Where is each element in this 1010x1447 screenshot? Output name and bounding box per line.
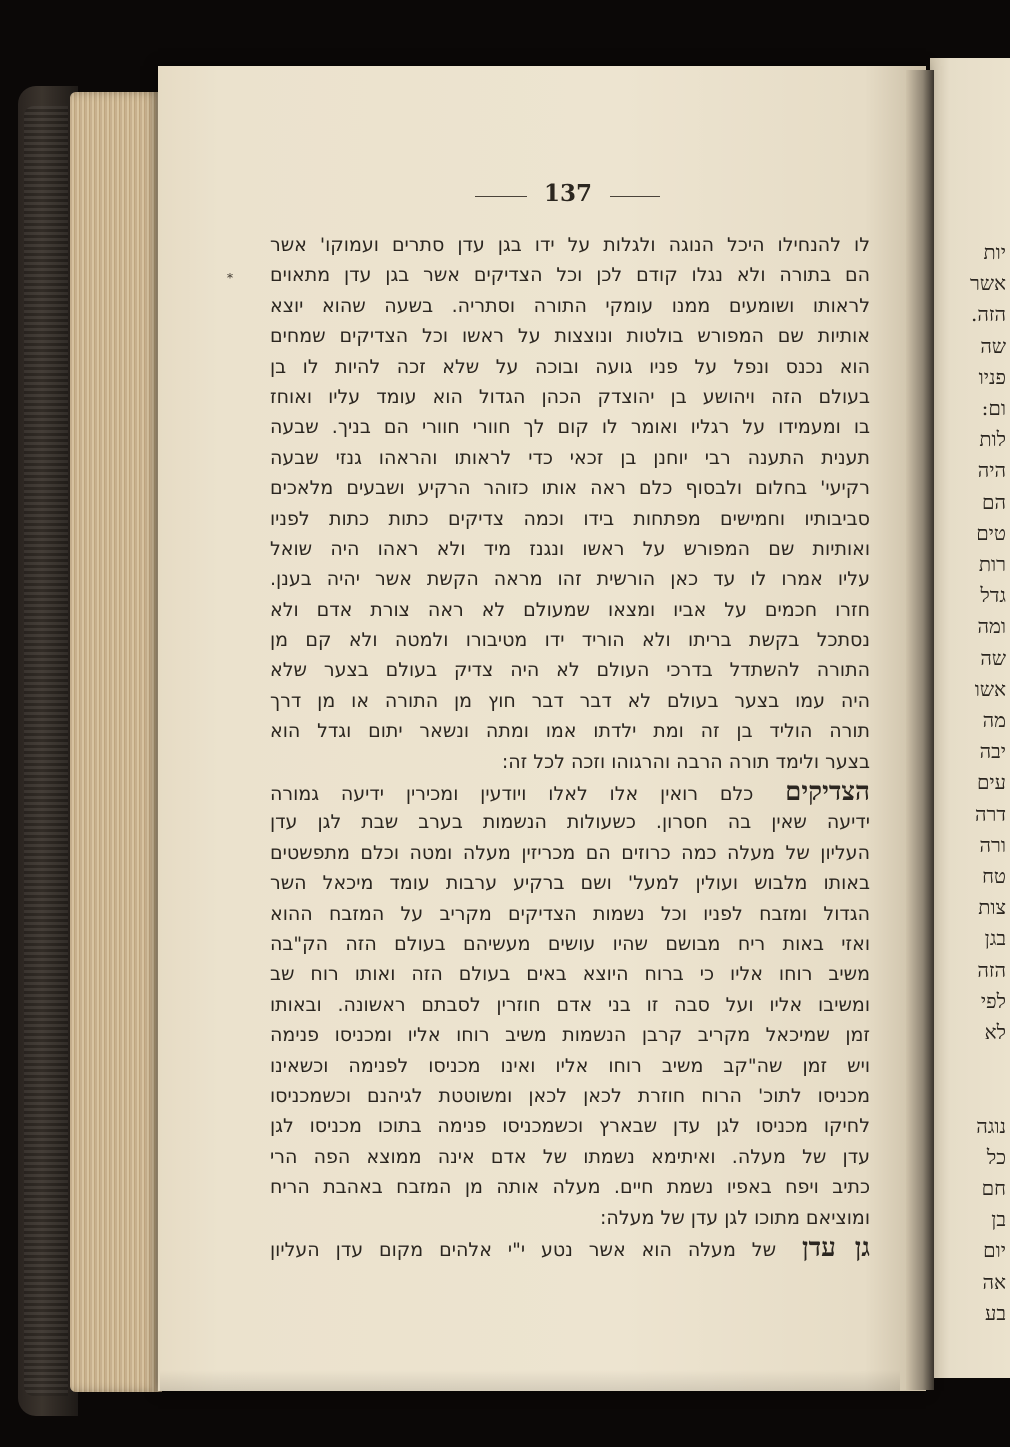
facing-page-fragment: הם [982, 489, 1006, 514]
facing-page-fragment: אשו [974, 676, 1006, 701]
text-line: היה עמו בצער בעולם לא דבר דבר חוץ מן התורה או מן דרך [270, 689, 870, 712]
page-number: 137 [543, 180, 592, 207]
page-shadow [160, 1370, 900, 1400]
facing-page-fragment: בע [985, 1300, 1006, 1325]
facing-page-fragment: שה [980, 645, 1006, 670]
facing-page-fragment: בן [991, 1207, 1006, 1232]
facing-page-fragment: אה [982, 1269, 1006, 1294]
text-line: משיב רוחו אליו כי ברוח היוצא באים בעולם הזה ואותו רוח שב [270, 963, 870, 986]
text-line: תענית התענה רבי יוחנן בן זכאי כדי לראותו והראהו גנזי שבעה [270, 446, 870, 469]
facing-page-fragment: טים [976, 520, 1006, 545]
text-span: כלם רואין אלו לאלו ויודעין ומכירין ידיעה גמורה [270, 783, 754, 806]
facing-page-fragment: אשר [970, 271, 1006, 296]
text-line: רקיעי' בחלום ולבסוף כלם ראה אותו כזוהר הרקיע ושבעים מלאכים [270, 477, 870, 500]
facing-page-fragment: רות [978, 552, 1006, 576]
text-line: הוא נכנס ונפל על פניו גועה ובוכה על שלא זכה להיות לו בן [270, 355, 870, 378]
paragraph-start [270, 1233, 870, 1263]
facing-page-fragment: מה [982, 708, 1006, 732]
book-gutter [906, 70, 934, 1390]
section-lead-word: הצדיקים [785, 777, 870, 808]
facing-page-fragment: ומה [977, 614, 1006, 639]
text-line: כתיב ויפח באפיו נשמת חיים. מעלה אותה מן המזבח באהבת הריח [270, 1176, 870, 1199]
paragraph-start [270, 777, 870, 807]
margin-mark: * [227, 271, 233, 285]
section-lead-word: גן עדן [802, 1232, 871, 1263]
text-line: באותו מלבוש ועולין למעל' ושם ברקיע ערבות עומד מיכאל השר [270, 872, 870, 895]
text-line: מכניסו לתוכ' הרוח חוזרת לכאן לכאן ומשוטטת לגיהנם וכשמכניסו [270, 1084, 870, 1107]
text-line: העליון של מעלה כמה כרוזים הם מכריזין מעלה ומטה וכלם מתפשטים [270, 841, 870, 864]
facing-page [930, 58, 1010, 1378]
facing-page-fragment: יות [983, 240, 1006, 264]
facing-page-fragment: פניו [978, 364, 1006, 389]
facing-page-fragment: גדל [980, 583, 1006, 608]
text-line: בעולם הזה ויהושע בן יהוצדק הכהן הגדול הוא עומד עליו ואוחז [270, 385, 870, 408]
facing-page-fragment: חם [981, 1176, 1006, 1200]
text-line: הגדול ומזבח לפניו וכל נשמות הצדיקים מקריב על המזבח ההוא [270, 902, 870, 925]
facing-page-fragment: דרה [975, 801, 1006, 826]
facing-page-fragment: שה [980, 333, 1006, 358]
text-line: תורה הוליד בן זה ומת ילדתו אמו ומתה ונשאר יתום וגדל הוא [270, 720, 870, 743]
page-text [270, 230, 870, 1263]
text-line: ומשיבו אליו ועל סבה זו בני אדם חוזרין לסבתם ראשונה. ובאותו [270, 993, 870, 1016]
facing-page-fragment: ום: [981, 396, 1006, 420]
text-line: ומוציאם מתוכו לגן עדן של מעלה: [600, 1206, 870, 1229]
text-line: ויש זמן שה"קב משיב רוחו אליו ואינו מכניסו לפנימה וכשאינו [270, 1054, 870, 1077]
text-span: של מעלה הוא אשר נטע י"י אלהים מקום עדן העליון [270, 1238, 777, 1261]
text-line: סביבותיו וחמישים מפתחות בידו וכמה צדיקים כתות כתות לפניו [270, 507, 870, 530]
facing-page-fragment: טח [982, 864, 1006, 888]
text-line: הם בתורה ולא נגלו קודם לכן וכל הצדיקים אשר בגן עדן מתאוים [270, 264, 870, 287]
facing-page-fragment: כל [986, 1144, 1006, 1169]
text-line: אותיות שם המפורש בולטות ונוצצות על ראשו וכל הצדיקים שמחים [270, 325, 870, 348]
text-line: ואותיות שם המפורש על ראשו ונגנז מיד ולא ראהו היה שואל [270, 537, 870, 560]
text-line: עדן של מעלה. ואיתימא נשמתו של אדם אינה ממוצא הפה הרי [270, 1145, 870, 1168]
facing-page-fragment: צות [978, 895, 1006, 920]
facing-page-fragment: בגן [984, 926, 1006, 951]
facing-page-fragment: יום [983, 1238, 1006, 1263]
text-line: ואזי באות ריח מבושם שהיו עושים מעשיהם בעולם הזה הק"בה [270, 932, 870, 955]
text-line: בצער ולימד תורה הרבה והרגוהו וזכה לכל זה: [501, 750, 870, 773]
facing-page-fragment: נוגה [976, 1113, 1006, 1138]
facing-page-fragment: הזה. [971, 302, 1006, 327]
text-line: התורה להשתדל בדרכי העולם לא היה צדיק בעולם בצער שלא [270, 659, 870, 682]
text-line: לו להנחילו היכל הנוגה ולגלות על ידו בגן עדן סתרים ועמוקו' אשר [270, 234, 870, 256]
facing-page-fragment: היה [977, 458, 1006, 483]
book-cover-spine [18, 86, 78, 1416]
facing-page-fragment: לא [984, 1020, 1006, 1044]
text-line: לראותו ושומעים ממנו עומקי התורה וסתריה. בשעה שהוא יוצא [270, 294, 870, 317]
text-line: זמן שמיכאל מקריב קרבן הנשמות משיב רוחו אליו ומכניסו פנימה [270, 1024, 870, 1047]
text-line: בו ומעמידו על רגליו ואומר לו קום לך חוורי חוורי הם בניך. שבעה [270, 416, 870, 439]
facing-page-fragment: יבה [979, 739, 1006, 764]
text-line: נסתכל בקשת בריתו ולא הוריד ידו מטיבורו ולמטה ולא קם מן [270, 629, 870, 652]
facing-page-fragment: הזה [977, 957, 1006, 982]
page-edges [70, 92, 162, 1392]
facing-page-fragment: ורה [979, 832, 1006, 857]
text-line: לחיקו מכניסו לגן עדן שבארץ וכשמכניסו פנימה בתוכו מכניסו לגן [270, 1115, 870, 1138]
facing-page-fragment: לות [979, 427, 1006, 452]
facing-page-fragment: עים [976, 770, 1006, 795]
facing-page-fragment: לפי [980, 988, 1006, 1013]
text-line: ידיעה שאין בה חסרון. כשעולות הנשמות בערב שבת לגן עדן [270, 811, 870, 834]
text-line: עליו אמרו לו עד כאן הורשית זהו מראה הקשת אשר יהיה בענן. [270, 568, 870, 591]
text-line: חזרו חכמים על אביו ומצאו שמעולם לא ראה צורת אדם ולא [270, 598, 870, 621]
header-rule-right [610, 196, 660, 197]
header-rule-left [475, 196, 527, 197]
